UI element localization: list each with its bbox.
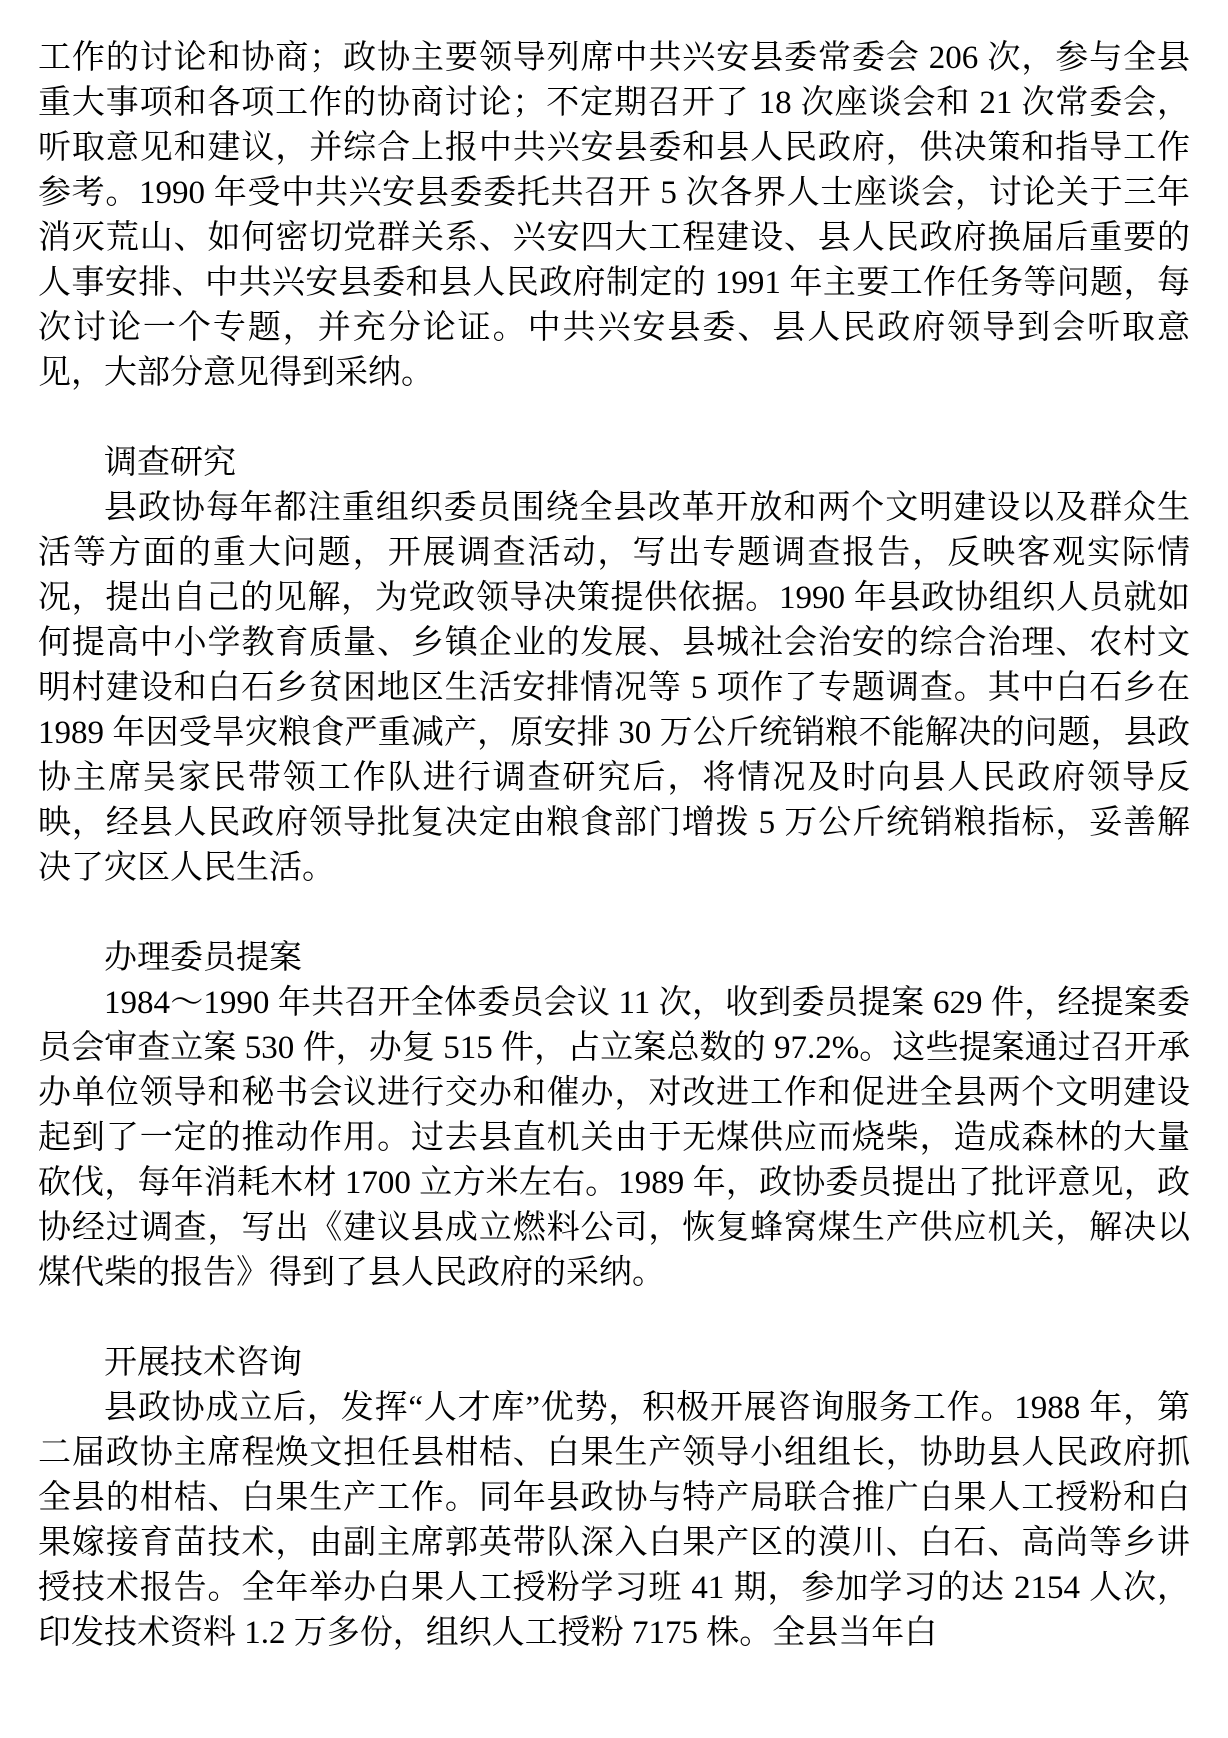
paragraph-investigation-research: 县政协每年都注重组织委员围绕全县改革开放和两个文明建设以及群众生活等方面的重大问题，开展调查活动，写出专题调查报告，反映客观实际情况，提出自己的见解，为党政领导决策提供依据。1990 年县政协组织人员就如何提高中小学教育质量、乡镇企业的发展、县城社会治安的综合治理、农村文明村建设和白石乡贫困地区生活安排情况等 5 项作了专题调查。其中白石乡在 1989 年因受旱灾粮食严重减产，原安排 30 万公斤统销粮不能解决的问题，县政协主席吴家民带领工作队进行调查研究后，将情况及时向县人民政府领导反映，经县人民政府领导批复决定由粮食部门增拨 5 万公斤统销粮指标，妥善解决了灾区人民生活。: [38, 490, 1190, 886]
section-investigation-research: [38, 441, 1190, 891]
section-continuation: [38, 36, 1190, 396]
section-technical-consulting: [38, 1341, 1190, 1656]
section-heading-technical-consulting: 开展技术咨询: [104, 1345, 302, 1381]
section-member-proposals: [38, 936, 1190, 1296]
section-heading-investigation-research: 调查研究: [104, 445, 236, 481]
paragraph-member-proposals: 1984～1990 年共召开全体委员会议 11 次，收到委员提案 629 件，经提案委员会审查立案 530 件，办复 515 件，占立案总数的 97.2%。这些提案通过召开承办单位领导和秘书会议进行交办和催办，对改进工作和促进全县两个文明建设起到了一定的推动作用。过去县直机关由于无煤供应而烧柴，造成森林的大量砍伐，每年消耗木材 1700 立方米左右。1989 年，政协委员提出了批评意见，政协经过调查，写出《建议县成立燃料公司，恢复蜂窝煤生产供应机关，解决以煤代柴的报告》得到了县人民政府的采纳。: [38, 985, 1190, 1291]
paragraph-continuation: 工作的讨论和协商；政协主要领导列席中共兴安县委常委会 206 次，参与全县重大事项和各项工作的协商讨论；不定期召开了 18 次座谈会和 21 次常委会，听取意见和建议，并综合上报中共兴安县委和县人民政府，供决策和指导工作参考。1990 年受中共兴安县委委托共召开 5 次各界人士座谈会，讨论关于三年消灭荒山、如何密切党群关系、兴安四大工程建设、县人民政府换届后重要的人事安排、中共兴安县委和县人民政府制定的 1991 年主要工作任务等问题，每次讨论一个专题，并充分论证。中共兴安县委、县人民政府领导到会听取意见，大部分意见得到采纳。: [38, 40, 1190, 391]
section-heading-member-proposals: 办理委员提案: [104, 940, 302, 976]
paragraph-technical-consulting: 县政协成立后，发挥“人才库”优势，积极开展咨询服务工作。1988 年，第二届政协主席程焕文担任县柑桔、白果生产领导小组组长，协助县人民政府抓全县的柑桔、白果生产工作。同年县政协与特产局联合推广白果人工授粉和白果嫁接育苗技术，由副主席郭英带队深入白果产区的漠川、白石、高尚等乡讲授技术报告。全年举办白果人工授粉学习班 41 期，参加学习的达 2154 人次，印发技术资料 1.2 万多份，组织人工授粉 7175 株。全县当年白: [38, 1390, 1190, 1651]
